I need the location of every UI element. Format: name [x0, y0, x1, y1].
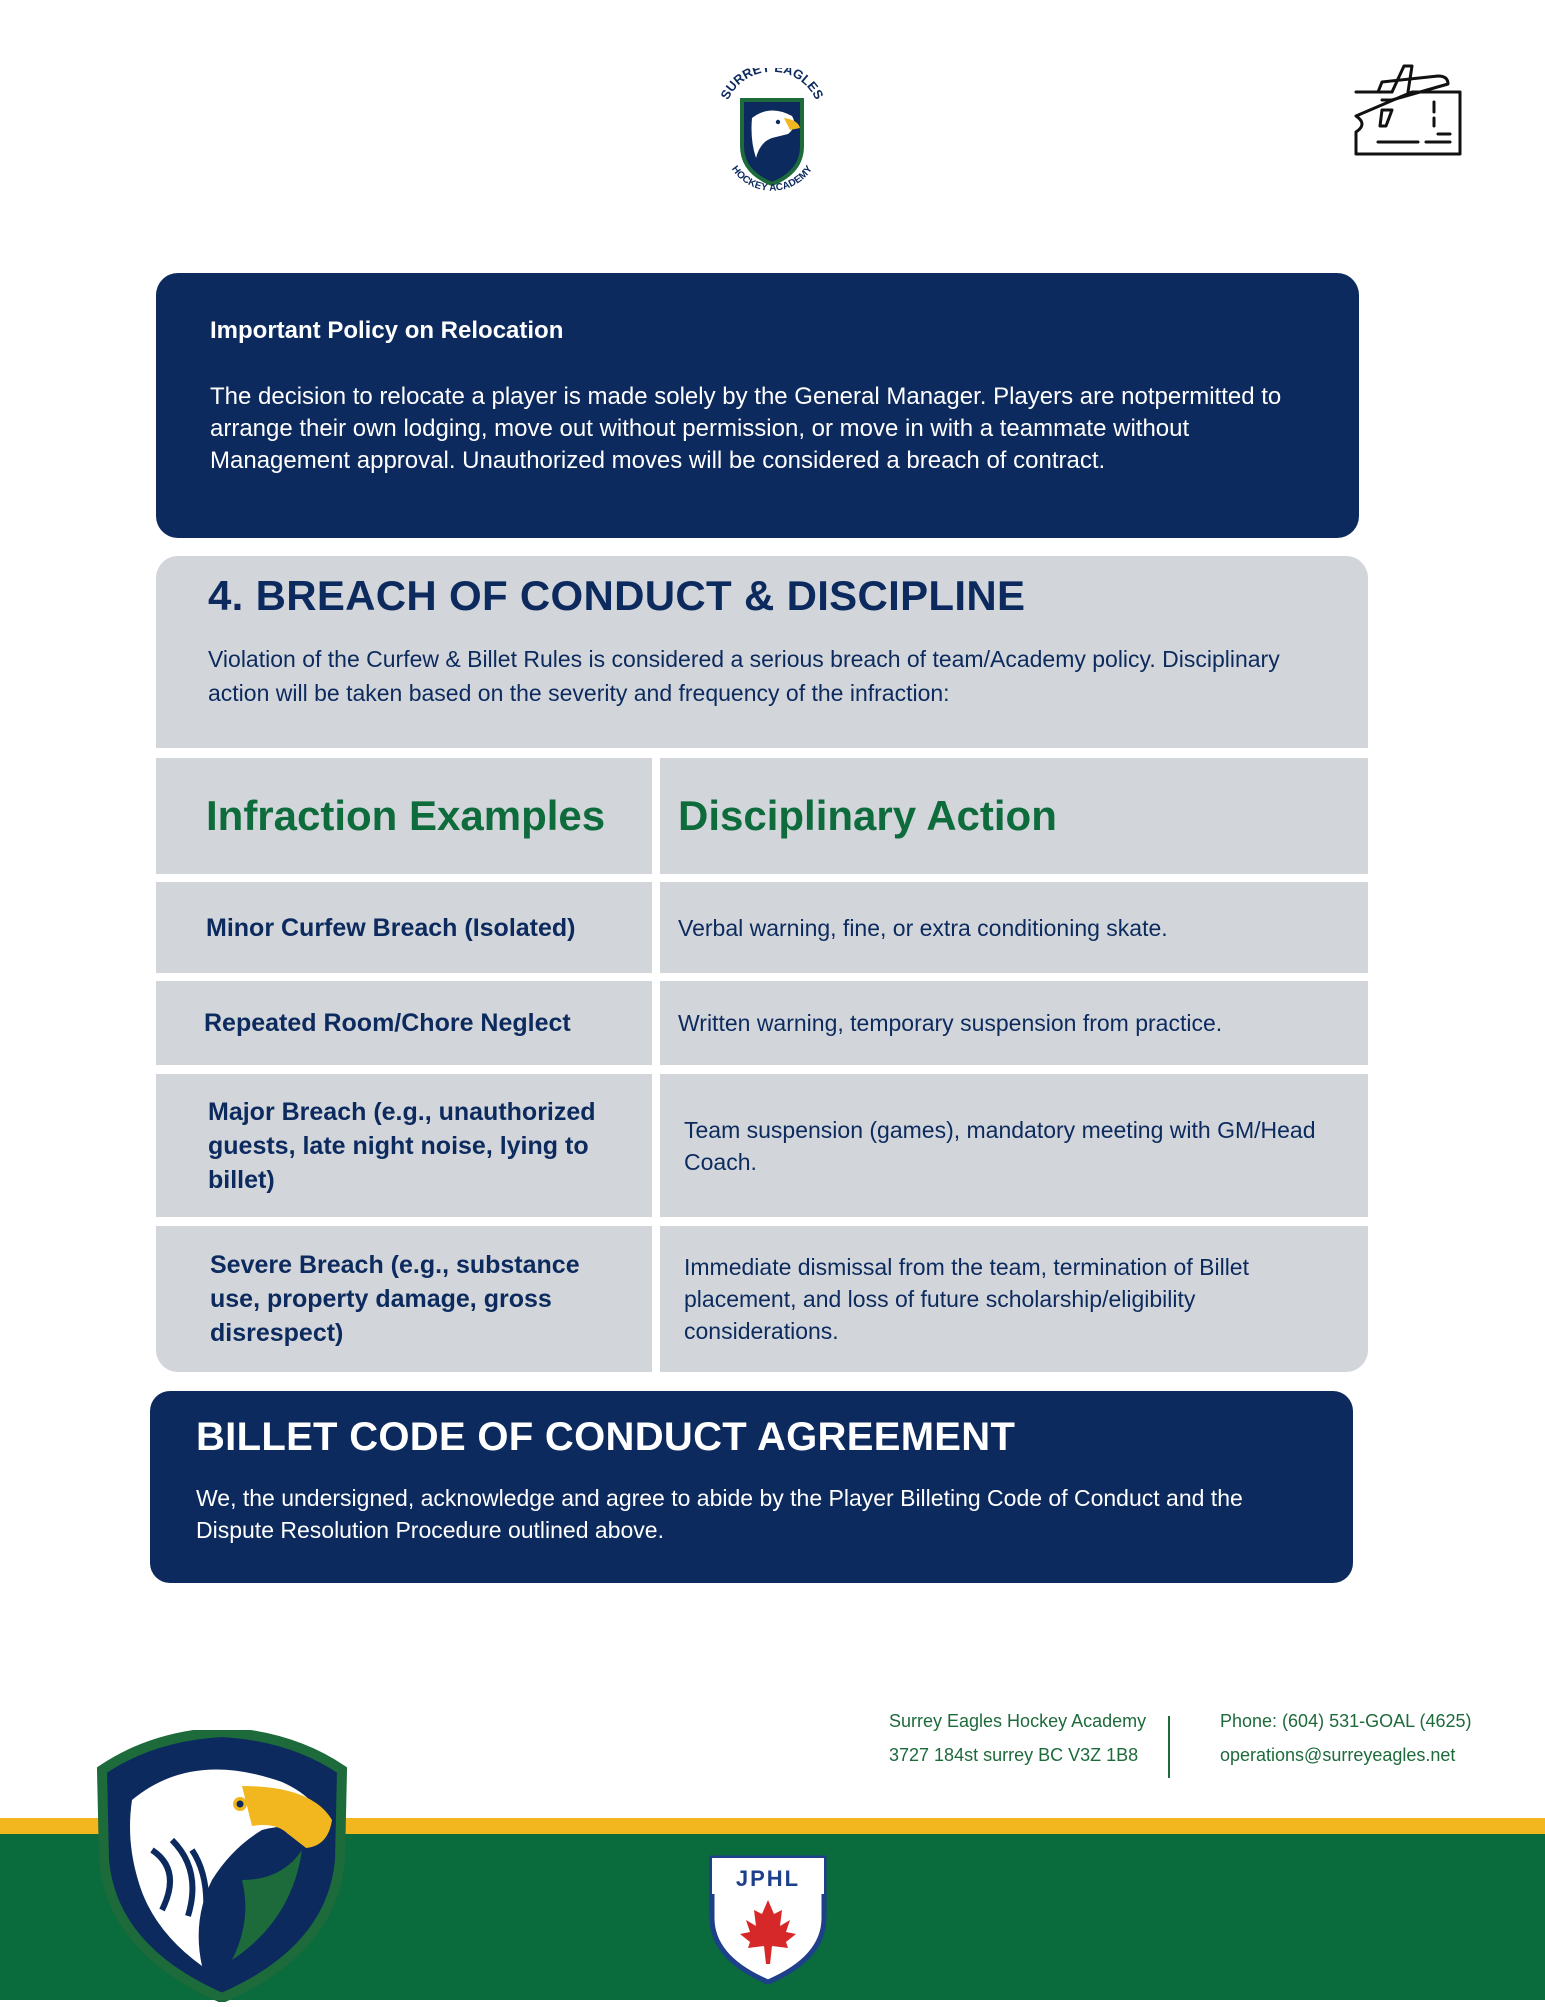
table-row: [156, 1074, 652, 1217]
footer-address: [889, 1704, 1146, 1772]
footer-divider: [1168, 1716, 1170, 1778]
street-address: 3727 184st surrey BC V3Z 1B8: [889, 1745, 1139, 1765]
agreement-text: We, the undersigned, acknowledge and agree to abide by the Player Billeting Code of Conduct and the Dispute Resolution Procedure outlined above.: [196, 1485, 1243, 1543]
email-address[interactable]: operations@surreyeagles.net: [1220, 1745, 1456, 1765]
academy-logo: [712, 68, 832, 196]
infraction-label: Minor Curfew Breach (Isolated): [206, 913, 576, 942]
table-header-infraction: [156, 758, 652, 874]
infraction-label: Severe Breach (e.g., substance use, property damage, gross disrespect): [210, 1251, 580, 1347]
column-header: Infraction Examples: [206, 792, 606, 839]
table-row: [660, 882, 1368, 973]
infraction-label: Major Breach (e.g., unauthorized guests, late night noise, lying to billet): [208, 1097, 596, 1194]
column-header: Disciplinary Action: [678, 792, 1057, 839]
svg-text:JPHL: JPHL: [735, 1866, 801, 1891]
relocation-policy-box: [156, 273, 1359, 538]
footer-contact: [1220, 1704, 1471, 1772]
svg-text:SURREY EAGLES: SURRE AGLES: [717, 68, 827, 102]
action-text: Verbal warning, fine, or extra conditioning skate.: [678, 914, 1168, 941]
infraction-label: Repeated Room/Chore Neglect: [204, 1009, 571, 1037]
eagle-shield-logo: [92, 1730, 352, 2002]
jphl-badge: [706, 1848, 830, 1986]
table-row: [156, 1226, 652, 1372]
table-row: [660, 1226, 1368, 1372]
agreement-title: BILLET CODE OF CONDUCT AGREEMENT: [196, 1415, 1016, 1459]
action-text: Team suspension (games), mandatory meeting with GM/Head Coach.: [684, 1116, 1316, 1175]
section-intro-text: Violation of the Curfew & Billet Rules is considered a serious breach of team/Academy policy. Disciplinary action will be taken based on the severity and frequency of the infraction:: [208, 646, 1280, 706]
action-text: Written warning, temporary suspension from practice.: [678, 1010, 1223, 1036]
policy-title: Important Policy on Relocation: [210, 317, 564, 344]
svg-text:HOCKEY ACADEMY: HOCKEY ACADEMY: [729, 163, 815, 194]
table-header-action: [660, 758, 1368, 874]
airplane-ticket-icon: [1352, 62, 1464, 158]
action-text: Immediate dismissal from the team, termination of Billet placement, and loss of future scholarship/eligibility considerations.: [684, 1254, 1249, 1344]
section-title: 4. BREACH OF CONDUCT & DISCIPLINE: [208, 572, 1026, 619]
agreement-box: [150, 1391, 1353, 1583]
policy-text: The decision to relocate a player is made solely by the General Manager. Players are notpermitted to arrange their own lodging, move out without permission, or move in with a teammate without Management approval. Unauthorized moves will be considered a breach of contract.: [210, 383, 1282, 474]
breach-section: [156, 556, 1368, 748]
table-row: [660, 981, 1368, 1065]
table-row: [660, 1074, 1368, 1217]
table-row: [156, 882, 652, 973]
table-row: [156, 981, 652, 1065]
org-name: Surrey Eagles Hockey Academy: [889, 1711, 1147, 1731]
phone-number: Phone: (604) 531-GOAL (4625): [1220, 1711, 1472, 1731]
